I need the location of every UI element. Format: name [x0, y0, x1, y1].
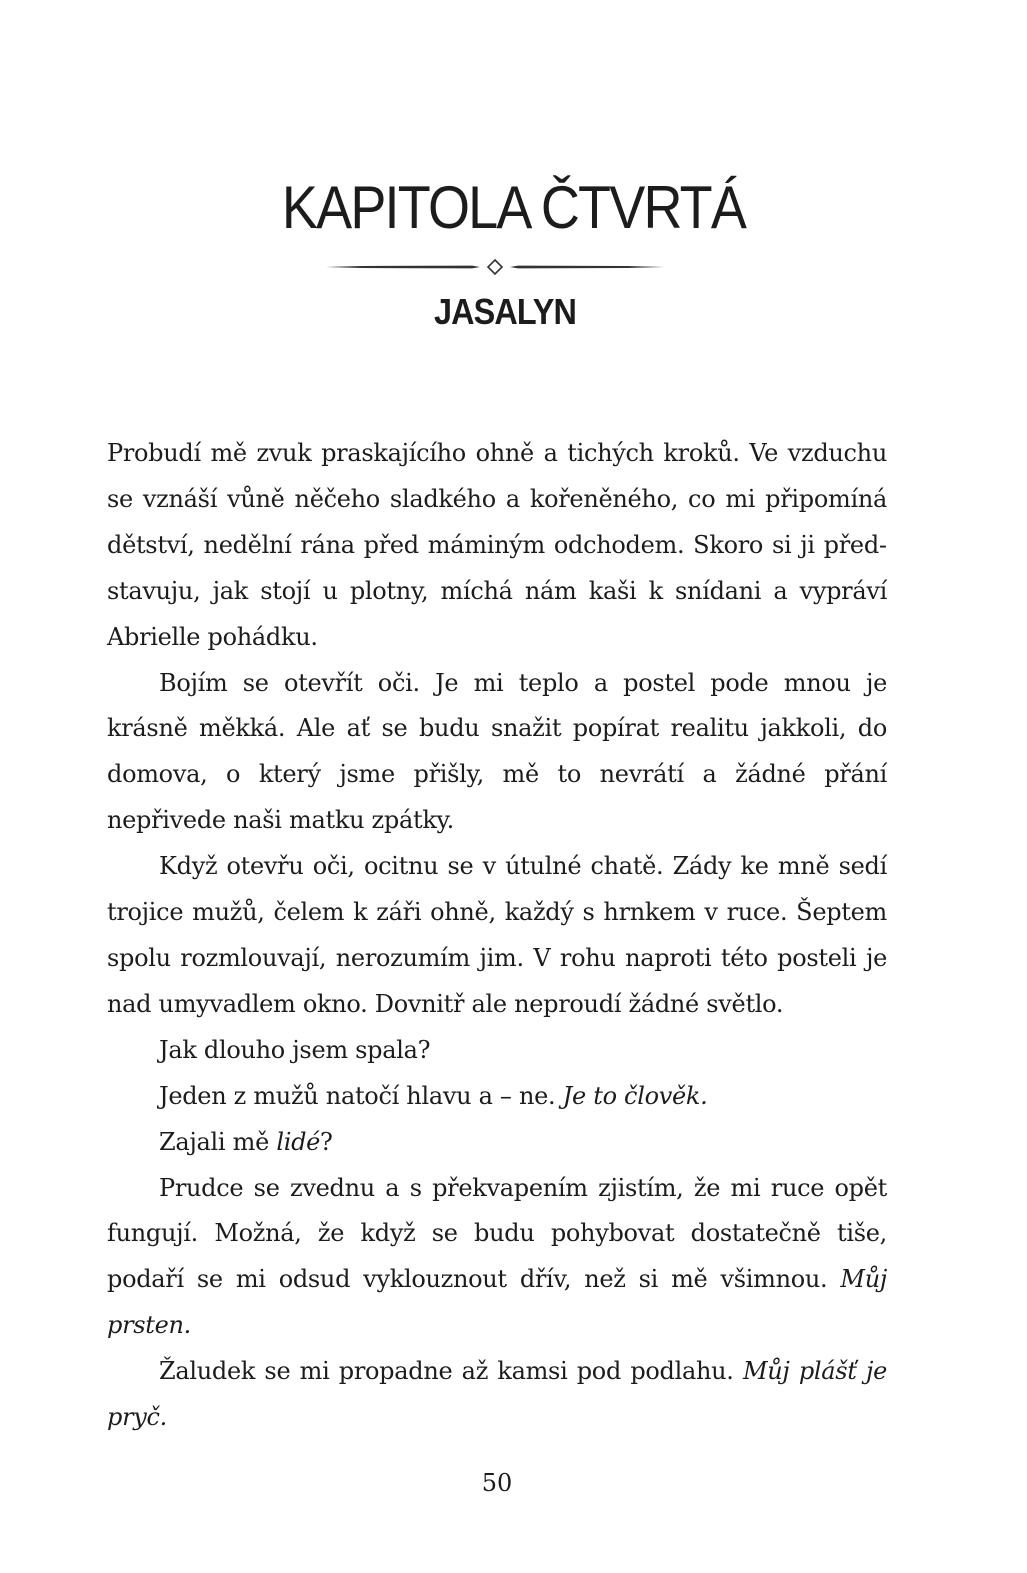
italic-emphasis: lidé — [276, 1127, 321, 1156]
paragraph — [107, 661, 887, 845]
italic-emphasis: Je to člověk. — [562, 1081, 708, 1110]
paragraph — [107, 1120, 887, 1166]
chapter-title: KAPITOLA ČTVRTÁ — [281, 174, 746, 241]
paragraph-text: Jeden z mužů natočí hlavu a – ne. — [159, 1081, 563, 1110]
page-number: 50 — [481, 1469, 513, 1497]
paragraph-text: Jak dlouho jsem spala? — [159, 1035, 431, 1064]
italic-emphasis: Můj plášť je pryč. — [107, 1357, 887, 1432]
paragraph-text: Zajali mě — [159, 1127, 277, 1156]
paragraph — [107, 1349, 887, 1441]
paragraph-text: Žaludek se mi propadne až kamsi pod podlahu. — [159, 1357, 743, 1386]
paragraph-text: Probudí mě zvuk praskajícího ohně a tichých kroků. Ve vzduchu se vznáší vůně něčeho sladkého a kořeněného, co mi připomíná dětství, nedělní rána před máminým odchodem. Skoro si ji představuju, jak stojí u plotny, míchá nám kaši k snídani a vypráví Abrielle pohádku. — [107, 439, 887, 651]
paragraph-text: ? — [320, 1127, 333, 1156]
paragraph — [107, 1028, 887, 1074]
chapter-subtitle: JASALYN — [434, 291, 576, 332]
paragraph-text: Prudce se zvednu a s překvapením zjistím, že mi ruce opět fungují. Možná, že když se budu pohybovat dostatečně tiše, podaří se mi odsud vyklouznout dřív, než si mě všimnou. — [107, 1173, 887, 1294]
paragraph — [107, 431, 887, 661]
italic-emphasis: Můj prsten. — [107, 1265, 887, 1340]
paragraph — [107, 1166, 887, 1350]
chapter-body — [107, 431, 887, 1441]
paragraph-text: Když otevřu oči, ocitnu se v útulné chatě. Zády ke mně sedí trojice mužů, čelem k záři ohně, každý s hrnkem v ruce. Šeptem spolu rozmlouvají, nerozumím jim. V rohu naproti této posteli je nad umyvadlem okno. Dovnitř ale neproudí žádné světlo. — [107, 852, 887, 1018]
paragraph-text: Bojím se otevřít oči. Je mi teplo a postel pode mnou je krásně měkká. Ale ať se budu snažit popírat realitu jakkoli, do domova, o který jsme přišly, mě to nevrátí a žádné přání nepřivede naši matku zpátky. — [107, 668, 887, 835]
paragraph — [107, 844, 887, 1028]
paragraph — [107, 1074, 887, 1120]
chapter-divider-ornament — [322, 257, 668, 277]
